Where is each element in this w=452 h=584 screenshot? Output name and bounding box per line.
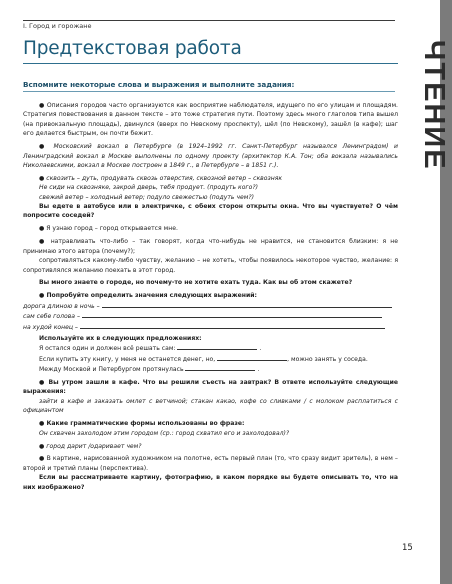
paragraph: ● Я узнаю город – город открывается мне. xyxy=(39,225,178,233)
text: сквозить – дуть, продувать сквозь отверстия, сквозной ветер – сквозняк xyxy=(46,174,283,182)
section-label-text: ЧТЕНИЕ xyxy=(418,40,450,171)
paragraph: ● Описания городов часто организуются как восприятие наблюдателя, идущего по его улицам и площадям. Стратегия повествования в данном тексте – это тоже стратегия пути. Поэтому здесь много глаголов типа вышел (на привокзальную площадь), двинулся (вверх по Невскому проспекту), шёл (по Невскому), зашёл (в кафе); шаг его делается быстрым, он почти бежит. xyxy=(23,102,398,138)
question: Вы много знаете о городе, но почему-то не хотите ехать туда. Как вы об этом скажете? xyxy=(39,279,353,287)
paragraph: Он схвачен захолодом этим городом (ср.: город схватил его и захолодовал)? xyxy=(39,429,290,437)
text: Я остался один и должен всё решать сам: xyxy=(39,345,176,353)
answer-blank[interactable] xyxy=(177,343,257,350)
expression-line xyxy=(23,322,398,332)
paragraph: ● Московский вокзал в Петербурге (в 1924–1992 гг. Санкт-Петербург назывался Ленинградом) и Ленинградский вокзал в Москве выполнены по одному проекту (архитектор К.А. Тон; оба вокзала назывались Николаевскими, вокзал в Москве построен в 1849 г., в Петербурге – в 1851 г.). xyxy=(23,143,398,169)
answer-blank[interactable] xyxy=(82,311,382,318)
paragraph: Не сиди на сквозняке, закрой дверь, тебя продует. (продуть кого?) xyxy=(39,184,258,192)
question: ● Вы утром зашли в кафе. Что вы решили съесть на завтрак? В ответе используйте следующие выражения: xyxy=(23,379,398,396)
running-head: I. Город и горожане xyxy=(23,22,92,30)
question: Используйте их в следующих предложениях: xyxy=(39,334,202,342)
text: дорога длиною в ночь – xyxy=(23,302,100,310)
heading-rule xyxy=(23,91,395,92)
exercise-body xyxy=(23,101,398,496)
page-number: 15 xyxy=(402,543,413,553)
text: натравливать что-либо – так говорят, когда что-нибудь не нравится, не становится близким: я не принимаю этого автора (почему?); xyxy=(23,238,398,255)
text: , можно занять у соседа. xyxy=(287,355,368,363)
answer-blank[interactable] xyxy=(80,322,385,329)
paragraph: зайти в кафе и заказать омлет с ветчиной; стакан какао, кофе со сливками / с молоком расплатиться с официантом xyxy=(23,397,398,415)
text: Я узнаю город – город открывается мне. xyxy=(46,225,178,233)
expression-line xyxy=(23,301,398,311)
text: Вы утром зашли в кафе. Что вы решили съесть на завтрак? В ответе используйте следующие выражения: xyxy=(23,379,398,396)
sentence xyxy=(23,354,398,364)
answer-blank[interactable] xyxy=(102,301,392,308)
question: ● Какие грамматические формы использованы во фразе: xyxy=(39,420,245,428)
question: Если вы рассматриваете картину, фотографию, в каком порядке вы будете описывать то, что на них изображено? xyxy=(23,474,398,491)
text: Какие грамматические формы использованы во фразе: xyxy=(46,420,245,428)
page-title: Предтекстовая работа xyxy=(23,38,242,59)
text: Московский вокзал в Петербурге (в 1924–1992 гг. Санкт-Петербург назывался Ленинградом) и Ленинградский вокзал в Москве выполнены по одному проекту (архитектор К.А. Тон; оба вокзала назывались Николаевскими, вокзал в Москве построен в 1849 г., в Петербурге – в 1851 г.). xyxy=(23,143,398,169)
text: Если купить эту книгу, у меня не останется денег, но, xyxy=(39,355,216,363)
paragraph: сопротивляться какому-либо чувству, желанию – не хотеть, чтобы появилось некоторое чувство, желание: я сопротивлялся желанию поехать в этот город. xyxy=(23,257,398,274)
sentence: Я остался один и должен всё решать сам: . xyxy=(39,345,262,353)
paragraph: ● сквозить – дуть, продувать сквозь отверстия, сквозной ветер – сквозняк xyxy=(39,174,283,182)
text: Попробуйте определить значения следующих выражений: xyxy=(46,292,257,300)
paragraph: ● натравливать что-либо – так говорят, когда что-нибудь не нравится, не становится близким: я не принимаю этого автора (почему?); xyxy=(23,238,398,255)
text: В картине, нарисованной художником на полотне, есть первый план (то, что сразу видит зритель), в нем – второй и третий планы (перспектива). xyxy=(23,455,398,472)
text: Описания городов часто организуются как восприятие наблюдателя, идущего по его улицам и площадям. Стратегия повествования в данном тексте – это тоже стратегия пути. Поэтому здесь много глаголов типа вышел (на привокзальную площадь), двинулся (вверх по Невскому проспекту), шёл (по Невскому), зашёл (в кафе); шаг его делается быстрым, он почти бежит. xyxy=(23,102,398,138)
question: Вы едете в автобусе или в электричке, с обеих сторон открыты окна. Что вы чувствуете? О чём попросите соседей? xyxy=(23,203,398,220)
paragraph: свежий ветер – холодный ветер; подуло свежестью (подуть чем?) xyxy=(39,193,254,201)
paragraph: ● В картине, нарисованной художником на полотне, есть первый план (то, что сразу видит зритель), в нем – второй и третий планы (перспектива). xyxy=(23,455,398,472)
sentence: Между Москвой и Петербургом протянулась . xyxy=(39,366,260,374)
text: на худой конец – xyxy=(23,323,78,331)
title-rule xyxy=(23,63,398,64)
answer-blank[interactable] xyxy=(217,354,287,361)
text: город дарит /одаривает чем? xyxy=(46,442,142,450)
text: Между Москвой и Петербургом протянулась xyxy=(39,366,184,374)
question: ● Попробуйте определить значения следующих выражений: xyxy=(39,292,257,300)
exercise-heading: Вспомните некоторые слова и выражения и выполните задания: xyxy=(23,80,295,89)
text: сам себе голова – xyxy=(23,313,81,321)
top-rule xyxy=(23,20,395,21)
answer-blank[interactable] xyxy=(185,364,255,371)
expression-line xyxy=(23,311,398,321)
paragraph: ● город дарит /одаривает чем? xyxy=(39,442,142,450)
